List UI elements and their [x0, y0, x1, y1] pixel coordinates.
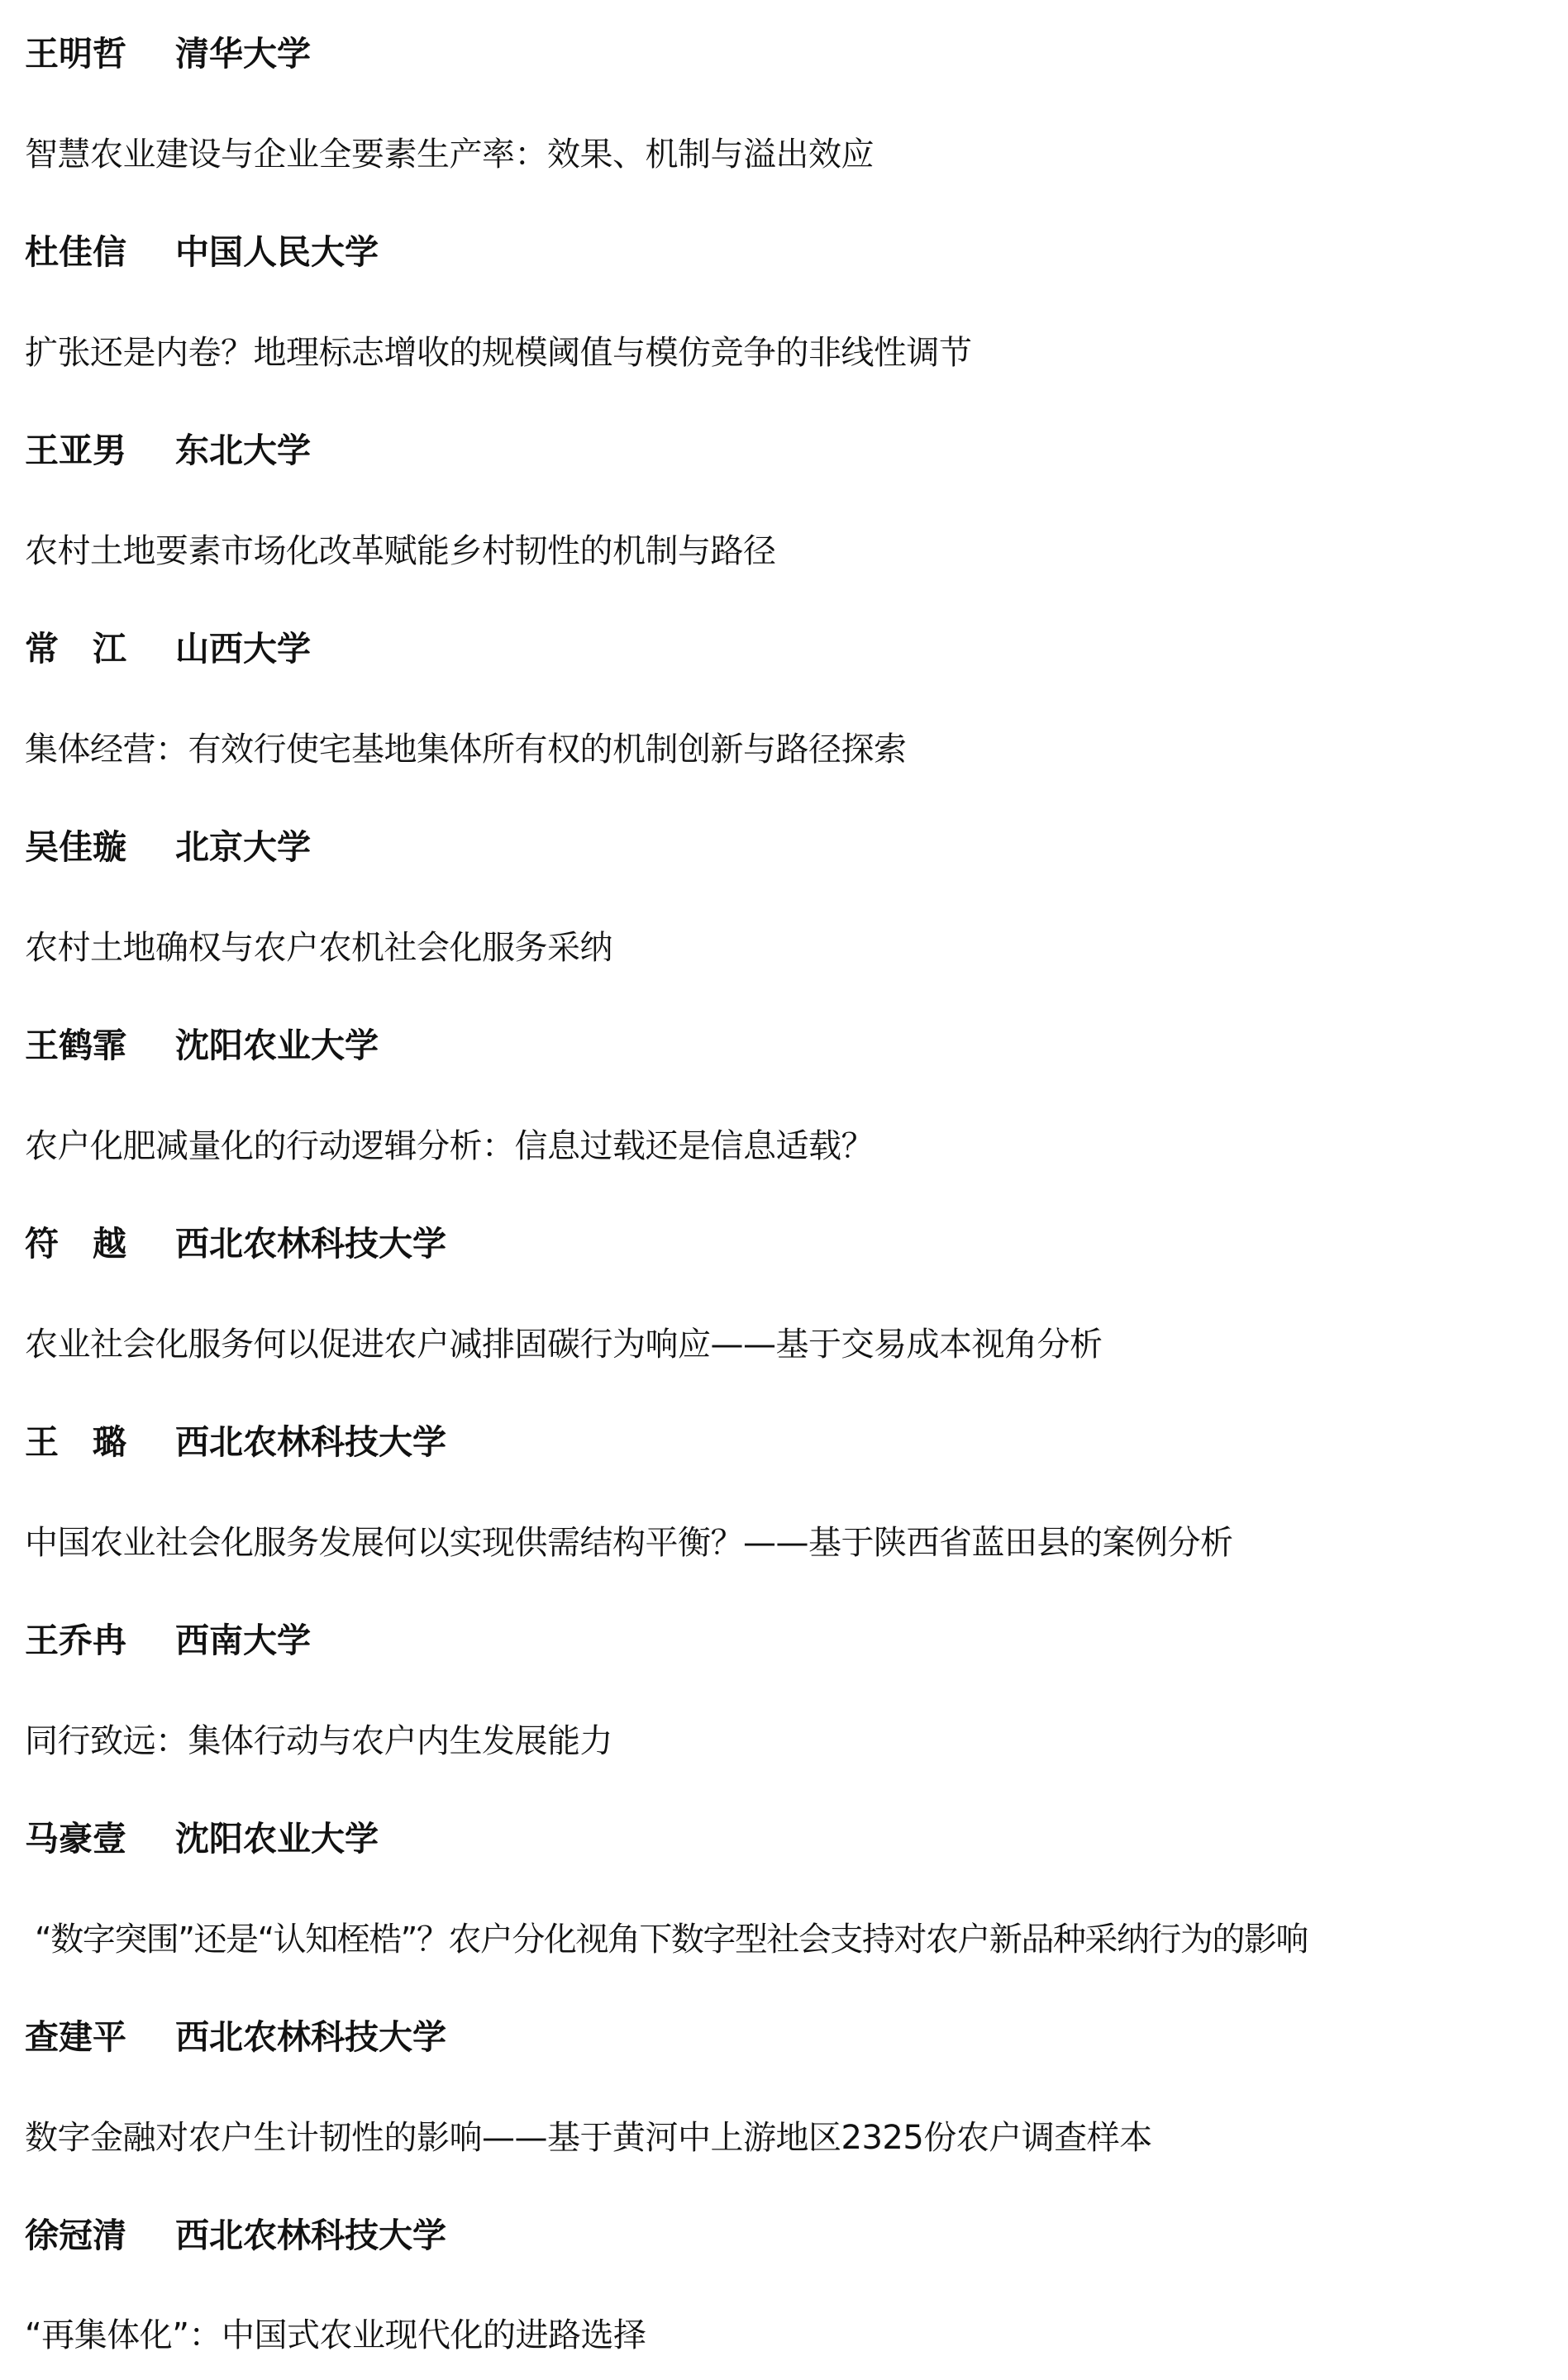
author-line [25, 1814, 379, 1864]
paper-title: “数字突围”还是“认知桎梏”？农户分化视角下数字型社会支持对农户新品种采纳行为的影响 [35, 1921, 1308, 1959]
author-name: 马豪壹 [25, 1819, 126, 1859]
paper-title: 智慧农业建设与企业全要素生产率：效果、机制与溢出效应 [25, 136, 874, 174]
author-affiliation: 沈阳农业大学 [175, 1819, 379, 1859]
author-line [25, 1021, 379, 1070]
paper-title: 扩张还是内卷？地理标志增收的规模阈值与模仿竞争的非线性调节 [25, 334, 972, 372]
author-affiliation: 清华大学 [175, 34, 311, 74]
author-line [25, 2211, 446, 2260]
author-affiliation: 西北农林科技大学 [175, 1422, 446, 1462]
author-name: 徐冠清 [25, 2216, 126, 2255]
author-name: 王鹤霏 [25, 1026, 126, 1065]
author-name: 王乔冉 [25, 1621, 126, 1660]
author-line [25, 1417, 446, 1467]
author-line [25, 2012, 446, 2062]
author-affiliation: 西北农林科技大学 [175, 2216, 446, 2255]
author-affiliation: 中国人民大学 [175, 232, 379, 272]
paper-title: 农业社会化服务何以促进农户减排固碳行为响应——基于交易成本视角分析 [25, 1326, 1103, 1364]
paper-title: 数字金融对农户生计韧性的影响——基于黄河中上游地区2325份农户调查样本 [25, 2119, 1152, 2157]
author-name: 王 璐 [25, 1422, 126, 1462]
paper-title: 农村土地要素市场化改革赋能乡村韧性的机制与路径 [25, 532, 776, 570]
author-affiliation: 西南大学 [175, 1621, 311, 1660]
author-affiliation: 东北大学 [175, 431, 311, 470]
author-line [25, 29, 311, 79]
author-affiliation: 西北农林科技大学 [175, 1224, 446, 1264]
author-affiliation: 西北农林科技大学 [175, 2017, 446, 2057]
paper-title: 同行致远：集体行动与农户内生发展能力 [25, 1722, 612, 1760]
author-name: 王亚男 [25, 431, 126, 470]
author-line [25, 227, 379, 277]
author-affiliation: 沈阳农业大学 [175, 1026, 379, 1065]
paper-title: “再集体化”：中国式农业现代化的进路选择 [25, 2316, 646, 2354]
author-name: 符 越 [25, 1224, 126, 1264]
author-line [25, 426, 311, 475]
paper-title: 农村土地确权与农户农机社会化服务采纳 [25, 929, 612, 967]
paper-title: 集体经营：有效行使宅基地集体所有权的机制创新与路径探索 [25, 731, 907, 769]
author-line [25, 1219, 446, 1269]
author-name: 王明哲 [25, 34, 126, 74]
author-name: 杜佳信 [25, 232, 126, 272]
author-name: 常 江 [25, 629, 126, 669]
author-affiliation: 山西大学 [175, 629, 311, 669]
paper-title: 农户化肥减量化的行动逻辑分析：信息过载还是信息适载？ [25, 1127, 874, 1165]
author-name: 吴佳璇 [25, 827, 126, 867]
paper-title: 中国农业社会化服务发展何以实现供需结构平衡？——基于陕西省蓝田县的案例分析 [25, 1524, 1233, 1562]
author-affiliation: 北京大学 [175, 827, 311, 867]
author-line [25, 1616, 311, 1665]
author-name: 查建平 [25, 2017, 126, 2057]
author-line [25, 822, 311, 872]
author-line [25, 624, 311, 674]
